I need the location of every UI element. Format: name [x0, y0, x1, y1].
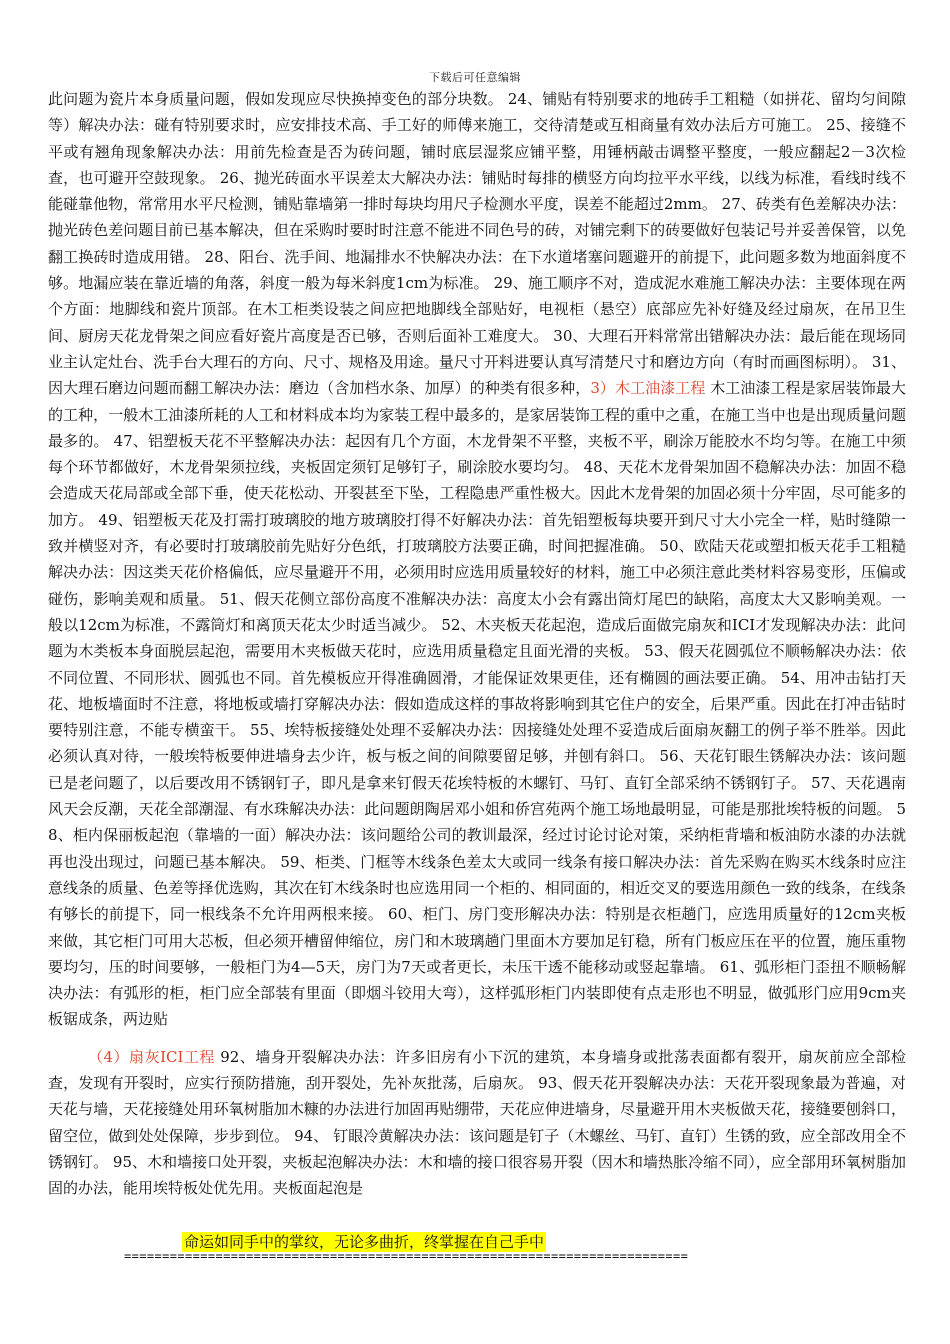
document-body [48, 86, 906, 1201]
download-note: 下载后可任意编辑 [429, 71, 521, 84]
paragraph-plastering [48, 1044, 906, 1202]
paragraph-tiling-and-woodwork [48, 86, 906, 1033]
paragraph-text: 木工油漆工程是家居装饰最大的工种，一般木工油漆所耗的人工和材料成本均为家装工程中最多的，是家居装饰工程的重中之重，在施工当中也是出现质量问题最多的。 47、铝塑板天花不平整解决办法：起因有几个方面，木龙骨架不平整，夹板不平，刷涂万能胶水不均匀等。在施工中须每个环节都做好，木龙骨架须拉线，夹板固定须钉足够钉子，刷涂胶水要均匀。 48、天花木龙骨架加固不稳解决办法：加固不稳会造成天花局部或全部下垂，使天花松动、开裂甚至下坠，工程隐患严重性极大。因此木龙骨架的加固必须十分牢固，尽可能多的加方。 49、铝塑板天花及打需打玻璃胶的地方玻璃胶打得不好解决办法：首先铝塑板每块要开到尺寸大小完全一样，贴时缝隙一致并横竖对齐，有必要时打玻璃胶前先贴好分色纸，打玻璃胶方法要正确，时间把握准确。 50、欧陆天花或塑扣板天花手工粗糙解决办法：因这类天花价格偏低，应尽量避开不用，必须用时应选用质量较好的材料，施工中必须注意此类材料容易变形，压偏或碰伤，影响美观和质量。 51、假天花侧立部份高度不准解决办法：高度太小会有露出筒灯尾巴的缺陷，高度太大又影响美观。一般以12cm为标准，不露筒灯和离顶天花太少时适当减少。 52、木夹板天花起泡，造成后面做完扇灰和ICI才发现解决办法：此问题为木类板本身面脱层起泡，需要用木夹板做天花时，应选用质量稳定且面光滑的夹板。 53、假天花圆弧位不顺畅解决办法：依不同位置、不同形状、圆弧也不同。首先模板应开得准确圆滑，才能保证效果更佳，还有椭圆的画法要正确。 54、用冲击钻打天花、地板墙面时不注意，将地板或墙打穿解决办法：假如造成这样的事故将影响到其它住户的安全，后果严重。因此在打冲击钻时要特别注意，不能专横蛮干。 55、埃特板接缝处处理不妥解决办法：因接缝处处理不妥造成后面扇灰翻工的例子举不胜举。因此必须认真对待，一般埃特板要伸进墙身去少许，板与板之间的间隙要留足够，并刨有斜口。 56、天花钉眼生锈解决办法：该问题已是老问题了，以后要改用不锈钢钉子，即凡是拿来钉假天花埃特板的木螺钉、马钉、直钉全部采纳不锈钢钉子。 57、天花遇南风天会反潮，天花全部潮湿、有水珠解决办法：此问题朗陶居邓小姐和侨宫苑两个施工场地最明显，可能是那批埃特板的问题。 58、柜内保丽板起泡（靠墙的一面）解决办法：该问题给公司的教训最深，经过讨论讨论对策，采纳柜背墙和板油防水漆的办法就再也没出现过，问题已基本解决。 59、柜类、门框等木线条色差太大或同一线条有接口解决办法：首先采购在购买木线条时应注意线条的质量、色差等择优选购，其次在钉木线条时也应选用同一个柜的、相同面的，相近交叉的要选用颜色一致的线条，在线条有够长的前提下，同一根线条不允许用两根来接。 60、柜门、房门变形解决办法：特别是衣柜趟门，应选用质量好的12cm夹板来做，其它柜门可用大芯板，但必须开槽留伸缩位，房门和木玻璃趟门里面木方要加足钉稳，所有门板应压在平的位置，施压重物要均匀，压的时间要够，一般柜门为4—5天，房门为7天或者更长，未压干透不能移动或竖起靠墙。 61、弧形柜门歪扭不顺畅解决办法：有弧形的柜，柜门应全部装有里面（即烟斗铰用大弯），这样弧形柜门内装即使有点走形也不明显，做弧形门应用9cm夹板锯成条，两边贴 [48, 379, 906, 1029]
section-heading-plastering: （4）扇灰ICI工程 [88, 1047, 215, 1066]
paragraph-text: 92、墙身开裂解决办法：许多旧房有小下沉的建筑，本身墙身或批荡表面都有裂开，扇灰前应全部检查，发现有开裂时，应实行预防措施，刮开裂处，先补灰批荡，后扇灰。 93、假天花开裂解决办法：天花开裂现象最为普遍，对天花与墙，天花接缝处用环氧树脂加木糠的办法进行加固再贴绷带，天花应伸进墙身，尽量避开用木夹板做天花，接缝要刨斜口，留空位，做到处处保障，步步到位。 94、 钉眼冷黄解决办法：该问题是钉子（木螺丝、马钉、直钉）生锈的致，应全部改用全不锈钢钉。 95、木和墙接口处开裂，夹板起泡解决办法：木和墙的接口很容易开裂（因木和墙热胀冷缩不同），应全部用环氧树脂加固的办法，能用埃特板处优先用。夹板面起泡是 [48, 1047, 906, 1198]
paragraph-text: 此问题为瓷片本身质量问题，假如发现应尽快换掉变色的部分块数。 24、铺贴有特别要求的地砖手工粗糙（如拼花、留均匀间隙等）解决办法：碰有特别要求时，应安排技术高、手工好的师傅来施工，交待清楚或互相商量有效办法后方可施工。 25、接缝不平或有翘角现象解决办法：用前先检查是否为砖问题，铺时底层湿浆应铺平整，用锤柄敲击调整平整度，一般应翻起2－3次检查，也可避开空鼓现象。 26、抛光砖面水平误差太大解决办法：铺贴时每排的横竖方向均拉平水平线，以线为标准，看线时线不能碰靠他物，常常用水平尺检测，铺贴靠墙第一排时每块均用尺子检测水平度，误差不能超过2mm。 27、砖类有色差解决办法：抛光砖色差问题目前已基本解决，但在采购时要时时注意不能进不同色号的砖，对铺完剩下的砖要做好包装记号并妥善保管，以免翻工换砖时造成用错。 28、阳台、洗手间、地漏排水不快解决办法：在下水道堵塞问题避开的前提下，此问题多数为地面斜度不够。地漏应装在靠近墙的角落，斜度一般为每米斜度1cm为标准。 29、施工顺序不对，造成泥水难施工解决办法：主要体现在两个方面：地脚线和瓷片顶部。在木工柜类设装之间应把地脚线全部贴好，电视柜（悬空）底部应先补好缝及经过扇灰，在吊卫生间、厨房天花龙骨架之间应看好瓷片高度是否已够，否则后面补工难度大。 30、大理石开料常常出错解决办法：最后能在现场同业主认定灶台、洗手台大理石的方向、尺寸、规格及用途。量尺寸开料进要认真写清楚尺寸和磨边方向（有时而画图标明）。 31、因大理石磨边问题而翻工解决办法：磨边（含加档水条、加厚）的种类有很多种， [48, 90, 906, 398]
section-heading-woodwork: 3）木工油漆工程 [590, 379, 706, 398]
separator-rule: ========================================================================== [124, 1249, 689, 1263]
highlighted-quote: 命运如同手中的掌纹，无论多曲折，终掌握在自己手中 [184, 1233, 545, 1251]
